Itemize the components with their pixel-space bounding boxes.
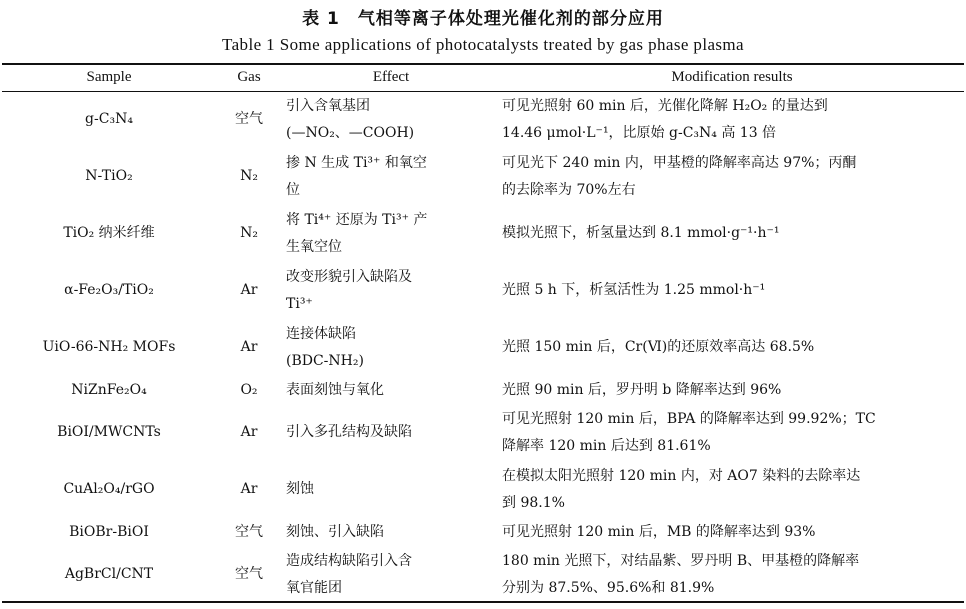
cell-gas: Ar — [240, 339, 258, 355]
table-row — [2, 546, 964, 603]
table-row — [2, 205, 964, 262]
cell-effect: 引入多孔结构及缺陷 — [286, 424, 412, 440]
table-row — [2, 148, 964, 205]
table-row — [2, 461, 964, 518]
applications-table — [2, 64, 964, 603]
cell-result: 在模拟太阳光照射 120 min 内，对 AO7 染料的去除率达 到 98.1% — [502, 467, 861, 511]
table-title-english: Table 1 Some applications of photocatalysts treated by gas phase plasma — [222, 35, 744, 54]
cell-gas: Ar — [240, 282, 258, 298]
cell-gas: Ar — [240, 481, 258, 497]
table-row — [2, 91, 964, 148]
cell-gas: Ar — [240, 424, 258, 440]
table-title-chinese: 表 1 气相等离子体处理光催化剂的部分应用 — [302, 9, 664, 29]
cell-result: 可见光照射 120 min 后，MB 的降解率达到 93% — [502, 523, 816, 540]
cell-effect: 刻蚀 — [286, 481, 314, 497]
cell-sample: AgBrCl/CNT — [64, 566, 154, 582]
table-header-row — [2, 64, 964, 91]
cell-effect: 刻蚀、引入缺陷 — [286, 523, 384, 540]
cell-sample: TiO₂ 纳米纤维 — [63, 225, 155, 241]
cell-gas: 空气 — [235, 111, 263, 127]
cell-effect: 连接体缺陷 (BDC-NH₂) — [286, 325, 364, 369]
cell-result: 光照 90 min 后，罗丹明 b 降解率达到 96% — [502, 381, 782, 398]
cell-gas: N₂ — [240, 168, 258, 184]
table-row — [2, 262, 964, 319]
table-row — [2, 376, 964, 404]
cell-result: 180 min 光照下，对结晶紫、罗丹明 B、甲基橙的降解率 分别为 87.5%、95.6%和 81.9% — [502, 552, 860, 596]
cell-sample: BiOI/MWCNTs — [57, 424, 161, 440]
cell-gas: 空气 — [235, 566, 263, 582]
cell-gas: 空气 — [235, 523, 263, 540]
cell-sample: NiZnFe₂O₄ — [71, 381, 147, 398]
table-row — [2, 404, 964, 461]
cell-effect: 表面刻蚀与氧化 — [286, 381, 384, 398]
cell-effect: 改变形貌引入缺陷及 Ti³⁺ — [286, 268, 412, 312]
header-modification-results: Modification results — [671, 69, 793, 85]
cell-effect: 引入含氧基团 (—NO₂、—COOH) — [286, 97, 415, 141]
cell-sample: α-Fe₂O₃/TiO₂ — [64, 282, 154, 298]
cell-result: 光照 5 h 下，析氢活性为 1.25 mmol·h⁻¹ — [502, 282, 766, 298]
cell-sample: UiO-66-NH₂ MOFs — [42, 339, 176, 355]
cell-sample: BiOBr-BiOI — [69, 523, 149, 540]
cell-result: 可见光照射 120 min 后，BPA 的降解率达到 99.92%；TC 降解率 120 min 后达到 81.61% — [502, 410, 876, 454]
cell-sample: g-C₃N₄ — [85, 111, 133, 127]
cell-effect: 将 Ti⁴⁺ 还原为 Ti³⁺ 产 生氧空位 — [286, 211, 428, 255]
cell-result: 可见光下 240 min 内，甲基橙的降解率高达 97%；丙酮 的去除率为 70%左右 — [502, 154, 857, 198]
cell-result: 模拟光照下，析氢量达到 8.1 mmol·g⁻¹·h⁻¹ — [502, 225, 780, 241]
cell-effect: 造成结构缺陷引入含 氧官能团 — [286, 552, 412, 596]
header-sample: Sample — [86, 69, 132, 85]
cell-result: 光照 150 min 后，Cr(Ⅵ)的还原效率高达 68.5% — [502, 339, 815, 355]
cell-gas: N₂ — [240, 225, 258, 241]
table-row — [2, 518, 964, 546]
cell-sample: N-TiO₂ — [85, 168, 133, 184]
cell-gas: O₂ — [240, 381, 258, 398]
table-row — [2, 319, 964, 376]
cell-effect: 掺 N 生成 Ti³⁺ 和氧空 位 — [286, 154, 427, 198]
cell-result: 可见光照射 60 min 后，光催化降解 H₂O₂ 的量达到 14.46 μmol·L⁻¹，比原始 g-C₃N₄ 高 13 倍 — [502, 97, 828, 141]
header-gas: Gas — [237, 69, 261, 85]
cell-sample: CuAl₂O₄/rGO — [63, 481, 155, 497]
header-effect: Effect — [372, 69, 410, 85]
